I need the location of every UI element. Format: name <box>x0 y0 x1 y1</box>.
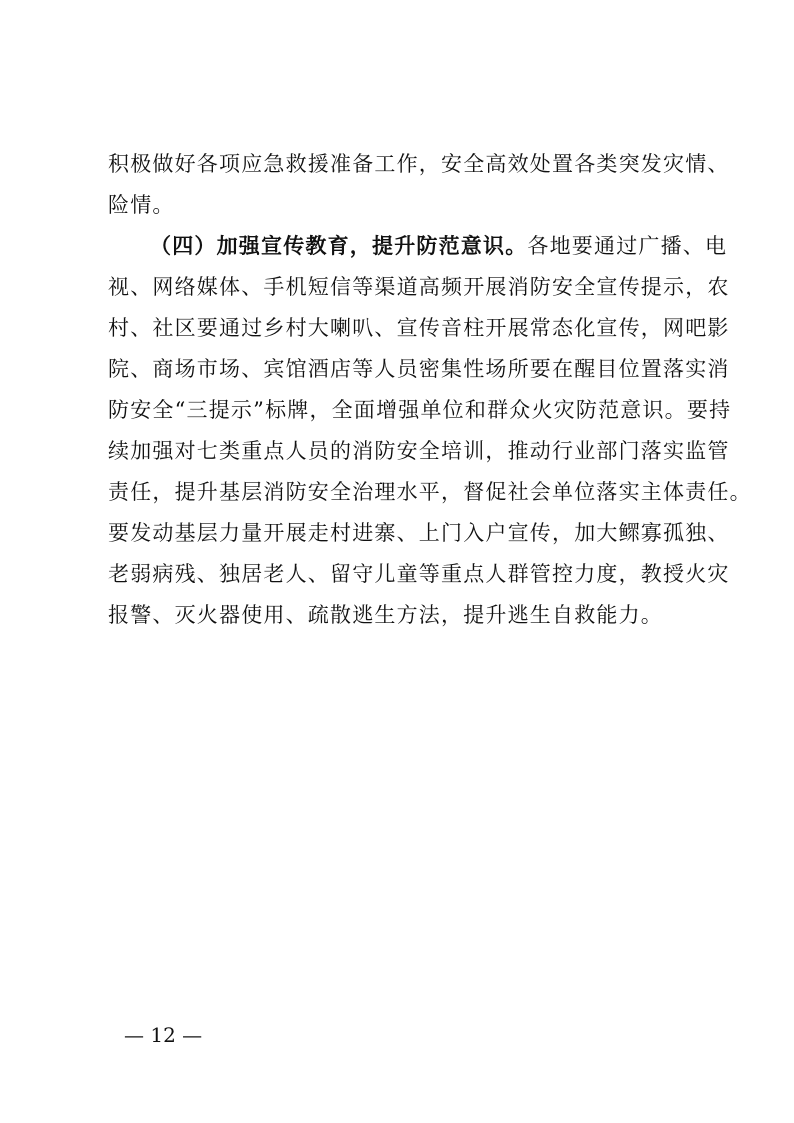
page-number: — 12 — <box>124 1023 203 1047</box>
text-line-5: 院、商场市场、宾馆酒店等人员密集性场所要在醒目位置落实消 <box>108 357 730 381</box>
text-line-2: 险情。 <box>108 193 175 217</box>
text-line-4: 村、社区要通过乡村大喇叭、宣传音柱开展常态化宣传，网吧影 <box>108 316 730 340</box>
text-line-8: 责任，提升基层消防安全治理水平，督促社会单位落实主体责任。 <box>108 480 752 504</box>
text-line-11: 报警、灭火器使用、疏散逃生方法，提升逃生自救能力。 <box>108 603 663 627</box>
text-line-9: 要发动基层力量开展走村进寨、上门入户宣传，加大鳏寡孤独、 <box>108 521 730 545</box>
section-4-first-line <box>150 232 750 260</box>
text-line-1: 积极做好各项应急救援准备工作，安全高效处置各类突发灾情、 <box>108 152 730 176</box>
text-line-7: 续加强对七类重点人员的消防安全培训，推动行业部门落实监管 <box>108 439 730 463</box>
text-line-3: 视、网络媒体、手机短信等渠道高频开展消防安全宣传提示，农 <box>108 275 730 299</box>
text-line-6: 防安全“三提示”标牌，全面增强单位和群众火灾防范意识。要持 <box>108 398 732 422</box>
section-4-heading: （四）加强宣传教育，提升防范意识。 <box>150 233 528 258</box>
section-4-lead-text: 各地要通过广播、电 <box>527 234 728 258</box>
text-line-10: 老弱病残、独居老人、留守儿童等重点人群管控力度，教授火灾 <box>108 562 730 586</box>
